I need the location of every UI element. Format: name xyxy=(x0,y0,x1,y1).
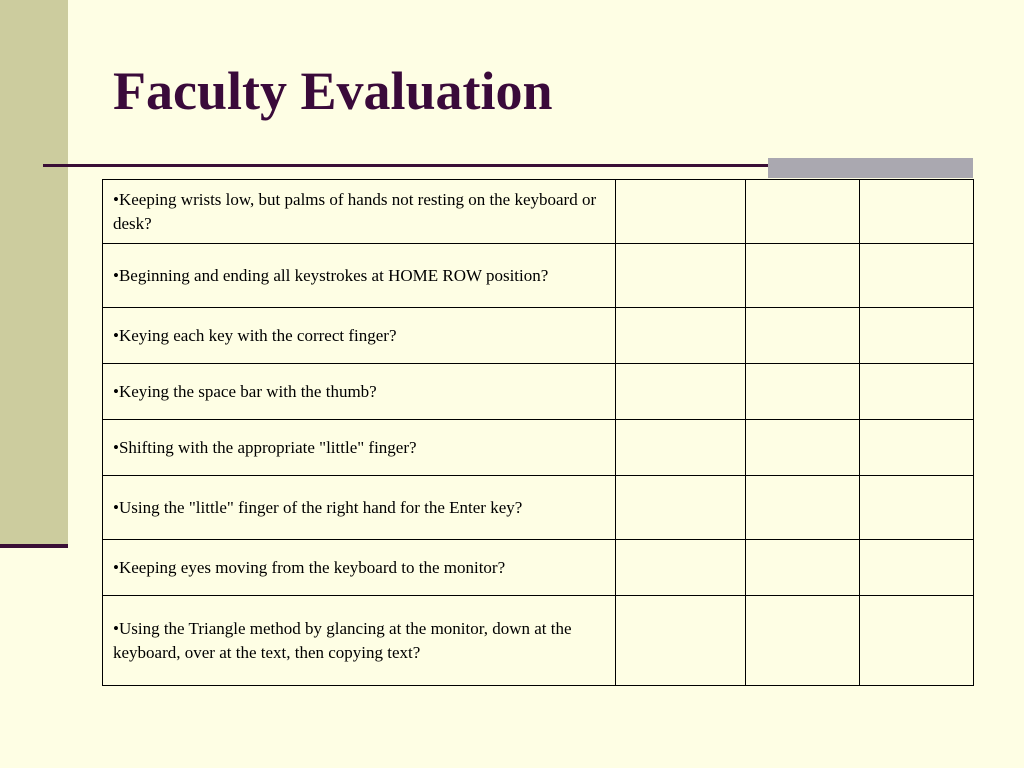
table-row xyxy=(103,244,974,308)
rating-cell-2[interactable] xyxy=(746,540,860,596)
criterion-cell: •Using the "little" finger of the right hand for the Enter key? xyxy=(103,476,616,540)
title-accent-bar xyxy=(768,158,973,178)
rating-cell-1[interactable] xyxy=(616,308,746,364)
left-band-underline xyxy=(0,544,68,548)
rating-cell-2[interactable] xyxy=(746,476,860,540)
criterion-cell: •Beginning and ending all keystrokes at HOME ROW position? xyxy=(103,244,616,308)
rating-cell-3[interactable] xyxy=(860,420,974,476)
rating-cell-3[interactable] xyxy=(860,364,974,420)
rating-cell-1[interactable] xyxy=(616,476,746,540)
evaluation-table xyxy=(102,179,974,686)
rating-cell-1[interactable] xyxy=(616,540,746,596)
table-row xyxy=(103,540,974,596)
rating-cell-3[interactable] xyxy=(860,244,974,308)
table-row xyxy=(103,308,974,364)
rating-cell-1[interactable] xyxy=(616,596,746,686)
left-decorative-band xyxy=(0,0,68,545)
rating-cell-2[interactable] xyxy=(746,596,860,686)
criterion-cell: •Using the Triangle method by glancing at the monitor, down at the keyboard, over at the text, then copying text? xyxy=(103,596,616,686)
rating-cell-2[interactable] xyxy=(746,244,860,308)
rating-cell-2[interactable] xyxy=(746,364,860,420)
table-row xyxy=(103,596,974,686)
rating-cell-3[interactable] xyxy=(860,180,974,244)
rating-cell-3[interactable] xyxy=(860,596,974,686)
criterion-cell: •Keeping eyes moving from the keyboard to the monitor? xyxy=(103,540,616,596)
table-row xyxy=(103,476,974,540)
table-row xyxy=(103,180,974,244)
rating-cell-1[interactable] xyxy=(616,180,746,244)
criterion-cell: •Shifting with the appropriate "little" finger? xyxy=(103,420,616,476)
rating-cell-2[interactable] xyxy=(746,180,860,244)
table-row xyxy=(103,420,974,476)
rating-cell-2[interactable] xyxy=(746,420,860,476)
rating-cell-3[interactable] xyxy=(860,476,974,540)
rating-cell-1[interactable] xyxy=(616,244,746,308)
criterion-cell: •Keeping wrists low, but palms of hands not resting on the keyboard or desk? xyxy=(103,180,616,244)
criterion-cell: •Keying each key with the correct finger? xyxy=(103,308,616,364)
criterion-cell: •Keying the space bar with the thumb? xyxy=(103,364,616,420)
page-title: Faculty Evaluation xyxy=(113,61,553,121)
table-row xyxy=(103,364,974,420)
rating-cell-2[interactable] xyxy=(746,308,860,364)
rating-cell-1[interactable] xyxy=(616,420,746,476)
rating-cell-1[interactable] xyxy=(616,364,746,420)
rating-cell-3[interactable] xyxy=(860,540,974,596)
rating-cell-3[interactable] xyxy=(860,308,974,364)
